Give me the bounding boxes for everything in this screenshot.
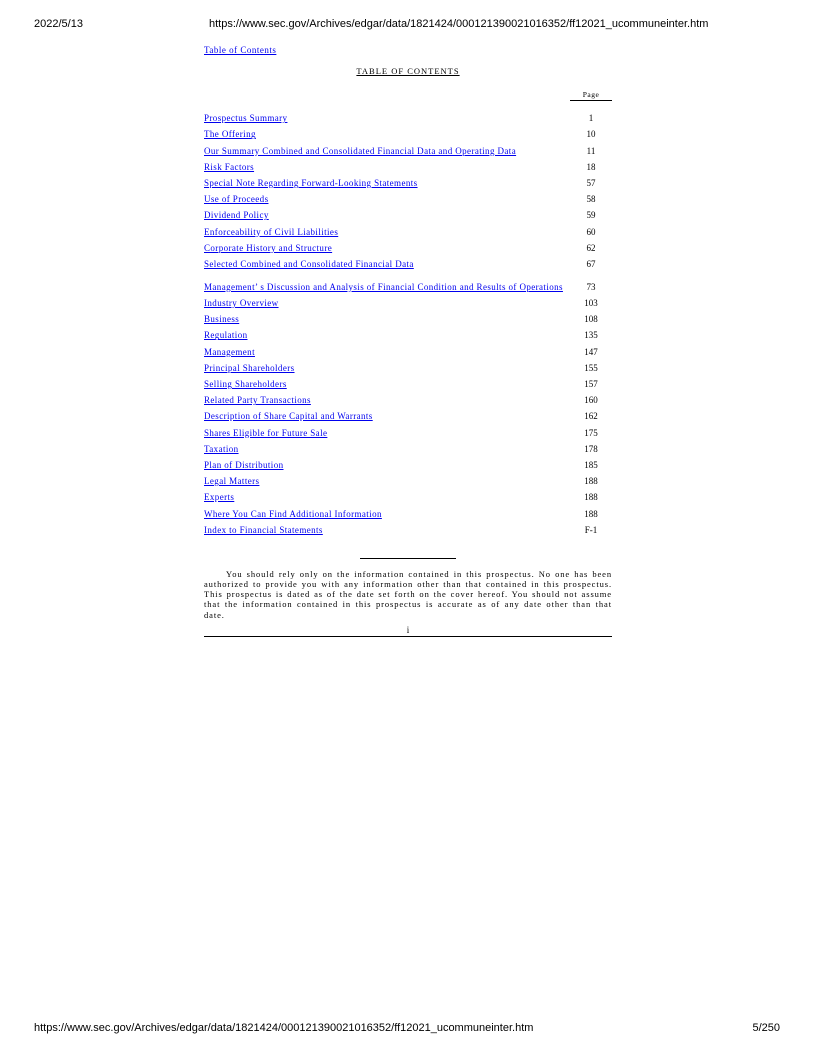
toc-entry-link[interactable]: Experts (204, 492, 235, 503)
toc-entry (204, 259, 564, 269)
toc-entry (204, 509, 564, 519)
document-page (204, 45, 612, 637)
page-number: i (204, 625, 612, 637)
toc-page-number: 157 (584, 379, 598, 389)
toc-row (204, 438, 612, 454)
toc-page-number: 188 (584, 476, 598, 487)
toc-row (204, 156, 612, 172)
toc-page-number: 59 (586, 210, 596, 221)
toc-entry-link[interactable]: The Offering (204, 129, 256, 140)
toc-entry-link[interactable]: Our Summary Combined and Consolidated Financial Data and Operating Data (204, 145, 517, 156)
toc-row (204, 421, 612, 437)
toc-row (204, 220, 612, 236)
toc-entry-link[interactable]: Shares Eligible for Future Sale (204, 427, 328, 438)
toc-page-number: F-1 (584, 524, 598, 535)
toc-row (204, 340, 612, 356)
toc-entry-link[interactable]: Management (204, 346, 255, 357)
toc-entry-link[interactable]: Risk Factors (204, 161, 255, 172)
toc-row (204, 188, 612, 204)
toc-entry (204, 129, 564, 139)
toc-page-number: 67 (586, 258, 596, 269)
toc-row (204, 253, 612, 269)
toc-row (204, 139, 612, 155)
toc-entry (204, 227, 564, 237)
toc-row (204, 486, 612, 502)
toc-entry (204, 476, 564, 486)
toc-entry-link[interactable]: Index to Financial Statements (204, 524, 323, 535)
toc-page-number: 188 (584, 508, 598, 519)
toc-entry (204, 525, 564, 535)
toc-page-number: 162 (584, 411, 598, 422)
toc-entry-link[interactable]: Enforceability of Civil Liabilities (204, 226, 339, 237)
toc-row (204, 204, 612, 220)
toc-entry-link[interactable]: Business (204, 314, 240, 325)
toc-title: TABLE OF CONTENTS (356, 66, 460, 76)
toc-row (204, 292, 612, 308)
toc-entry-link[interactable]: Principal Shareholders (204, 362, 295, 373)
toc-row (204, 172, 612, 188)
print-footer-page-count: 5/250 (752, 1022, 780, 1034)
toc-entry (204, 460, 564, 470)
toc-row (204, 454, 612, 470)
toc-row (204, 324, 612, 340)
toc-entry-link[interactable]: Use of Proceeds (204, 194, 269, 205)
toc-entry (204, 210, 564, 220)
toc-entry (204, 379, 564, 389)
toc-row (204, 405, 612, 421)
toc-row (204, 357, 612, 373)
prospectus-notice: You should rely only on the information contained in this prospectus. No one has been authorized to provide you with any information other than that contained in this prospectus. This prospectus is dated as of the date set forth on the cover hereof. You should not assume that the information contained in this prospectus is accurate as of any date other than that date. (204, 568, 612, 620)
toc-page-number: 188 (584, 492, 598, 503)
toc-entry-link[interactable]: Corporate History and Structure (204, 242, 333, 253)
toc-entry-link[interactable]: Plan of Distribution (204, 459, 284, 470)
toc-entry-link[interactable]: Regulation (204, 330, 248, 341)
toc-entry (204, 146, 564, 156)
toc-page-number: 147 (584, 346, 598, 357)
toc-page-number: 108 (584, 314, 598, 325)
toc-entry (204, 194, 564, 204)
toc-entry-link[interactable]: Description of Share Capital and Warrants (204, 411, 373, 422)
toc-entry-link[interactable]: Where You Can Find Additional Information (204, 508, 382, 519)
toc-row (204, 502, 612, 518)
print-header-url: https://www.sec.gov/Archives/edgar/data/1821424/000121390021016352/ff12021_ucommuneinter.htm (209, 18, 709, 30)
toc-row (204, 373, 612, 389)
toc-entry-link[interactable]: Taxation (204, 443, 239, 454)
toc-page-number: 18 (586, 161, 596, 172)
toc-entry (204, 395, 564, 405)
toc-page-number: 73 (586, 281, 596, 292)
toc-entry (204, 411, 564, 421)
toc-entry (204, 282, 573, 292)
toc-row (204, 237, 612, 253)
toc-entry (204, 298, 564, 308)
page-column-header-label: Page (570, 90, 612, 101)
toc-entry-link[interactable]: Dividend Policy (204, 210, 269, 221)
toc-entry (204, 113, 564, 123)
toc-entry-link[interactable]: Industry Overview (204, 298, 279, 309)
toc-entry (204, 178, 564, 188)
toc-page-number: 103 (584, 298, 598, 309)
toc-entry-link[interactable]: Special Note Regarding Forward-Looking Statements (204, 177, 418, 188)
toc-page-number: 135 (584, 330, 598, 341)
toc-page-number: 11 (586, 145, 596, 156)
print-footer-url: https://www.sec.gov/Archives/edgar/data/1821424/000121390021016352/ff12021_ucommuneinter.htm (34, 1022, 534, 1034)
page-column-header (204, 90, 612, 102)
toc-page-number: 58 (586, 194, 596, 205)
toc-entry (204, 347, 564, 357)
toc-entry-link[interactable]: Legal Matters (204, 476, 260, 487)
toc-page-number: 178 (584, 443, 598, 454)
toc-page-number: 57 (586, 177, 596, 188)
toc-entry (204, 162, 564, 172)
toc-page-number: 62 (586, 242, 596, 253)
toc-row (204, 470, 612, 486)
print-header-date: 2022/5/13 (34, 18, 83, 30)
toc-list (204, 107, 612, 535)
toc-entry-link[interactable]: Prospectus Summary (204, 113, 288, 124)
toc-page-number: 160 (584, 395, 598, 406)
toc-entry (204, 428, 564, 438)
toc-entry (204, 243, 564, 253)
toc-row (204, 519, 612, 535)
toc-entry (204, 363, 564, 373)
toc-entry (204, 330, 564, 340)
toc-row (204, 123, 612, 139)
section-divider (360, 558, 456, 559)
toc-entry (204, 492, 564, 502)
toc-row (204, 308, 612, 324)
toc-row (204, 389, 612, 405)
toc-entry-link[interactable]: Selling Shareholders (204, 379, 287, 389)
toc-page-number: 1 (588, 113, 594, 124)
toc-page-number: 185 (584, 459, 598, 470)
toc-page-number: 10 (586, 129, 596, 140)
toc-entry-link[interactable]: Management’ s Discussion and Analysis of Financial Condition and Results of Operations (204, 281, 563, 292)
toc-page-number: 60 (586, 226, 596, 237)
toc-entry (204, 314, 564, 324)
toc-page-number: 155 (584, 362, 598, 373)
toc-entry (204, 444, 564, 454)
toc-row (204, 107, 612, 123)
toc-entry-link[interactable]: Selected Combined and Consolidated Financial Data (204, 258, 414, 269)
table-of-contents-link[interactable]: Table of Contents (204, 45, 277, 55)
table-of-contents-link-wrap (204, 45, 612, 55)
toc-row (204, 269, 612, 292)
toc-entry-link[interactable]: Related Party Transactions (204, 395, 311, 406)
toc-page-number: 175 (584, 427, 598, 438)
